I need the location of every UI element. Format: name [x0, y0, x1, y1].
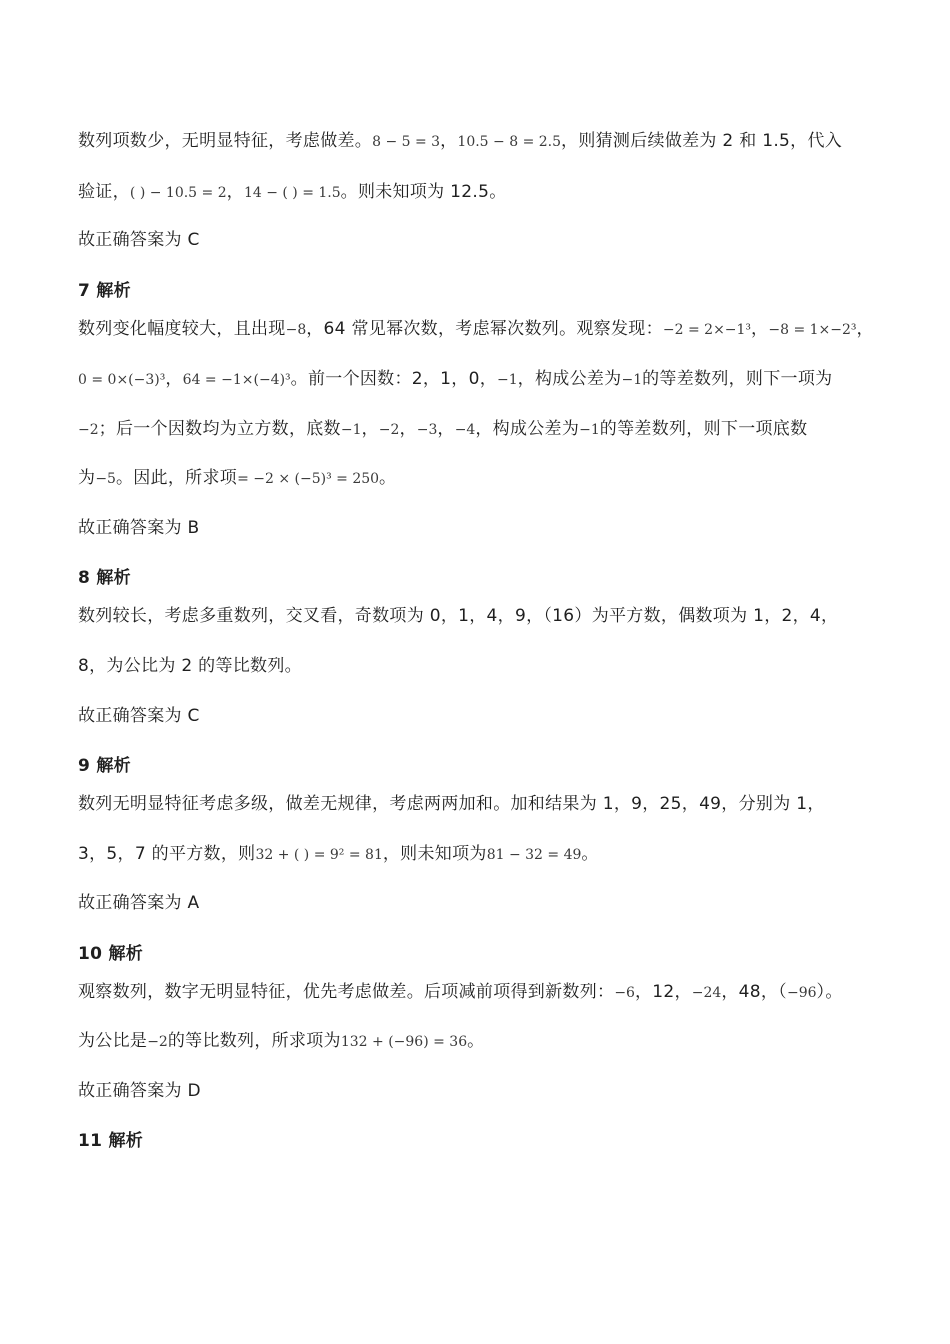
q7-explanation-line-4: [78, 467, 396, 490]
q7-formula: −1: [340, 422, 362, 438]
q6-formula: 8 − 5 = 3: [372, 134, 441, 150]
q9-heading: 9 解析: [78, 756, 131, 776]
q7-text: ，: [361, 419, 379, 439]
q7-formula: −5: [95, 471, 116, 487]
q7-text: 。前一个因数：2，1，0，: [290, 369, 498, 389]
q10-formula: −2: [147, 1034, 168, 1050]
q7-formula: −8: [285, 322, 307, 338]
q7-formula: −4: [454, 422, 476, 438]
q8-heading: 8 解析: [78, 568, 131, 588]
q7-text: 。因此，所求项: [115, 468, 238, 488]
q7-formula: −2: [78, 422, 99, 438]
q10-formula: −24: [691, 985, 722, 1001]
q7-formula: −3: [416, 422, 438, 438]
q10-explanation-line-1: [78, 981, 843, 1004]
q7-answer: 故正确答案为 B: [78, 518, 200, 538]
q6-text: 。则未知项为 12.5。: [340, 182, 507, 202]
q7-formula: 64 = −1×(−4)³: [182, 372, 291, 388]
q7-text: ，: [165, 369, 183, 389]
q7-formula: 0 = 0×(−3)³: [78, 372, 166, 388]
q7-explanation-line-3: [78, 418, 807, 441]
q7-text: ，构成公差为: [475, 419, 580, 439]
q10-text: 的等比数列，所求项为: [167, 1031, 341, 1051]
q6-text: ，: [226, 182, 244, 202]
q9-text: ，则未知项为: [382, 844, 487, 864]
q7-formula: = −2 × (−5)³ = 250: [237, 471, 380, 487]
q10-heading: 10 解析: [78, 944, 144, 964]
q7-formula: −1: [621, 372, 643, 388]
q6-text: 验证，: [78, 182, 130, 202]
q7-formula: −1: [579, 422, 600, 438]
q7-formula: −2 = 2×−1³: [662, 322, 752, 338]
q7-text: 。: [379, 468, 397, 488]
q10-formula: −96: [786, 985, 817, 1001]
q6-text: 数列项数少，无明显特征，考虑做差。: [78, 131, 373, 151]
q6-formula: 10.5 − 8 = 2.5: [457, 134, 562, 150]
q10-text: 观察数列，数字无明显特征，优先考虑做差。后项减前项得到新数列：: [78, 982, 615, 1002]
q8-explanation-line-2: 8，为公比为 2 的等比数列。: [78, 656, 302, 676]
q9-formula: 81 − 32 = 49: [486, 847, 582, 863]
q7-text: ，: [856, 319, 874, 339]
q7-explanation-line-1: [78, 318, 874, 341]
q9-text: 3，5，7 的平方数，则: [78, 844, 256, 864]
q6-explanation-line-2: [78, 181, 507, 204]
q6-formula: 14 − ( ) = 1.5: [243, 185, 341, 201]
q6-formula: ( ) − 10.5 = 2: [129, 185, 227, 201]
q8-answer: 故正确答案为 C: [78, 706, 200, 726]
q10-text: 。: [467, 1031, 485, 1051]
q10-text: ，12，: [634, 982, 692, 1002]
q7-formula: −8 = 1×−2³: [768, 322, 857, 338]
q7-text: 为: [78, 468, 96, 488]
q7-text: 的等差数列，则下一项底数: [599, 419, 808, 439]
q7-text: ，: [437, 419, 455, 439]
q9-explanation-line-2: [78, 843, 599, 866]
q10-formula: 132 + (−96) = 36: [340, 1034, 468, 1050]
q9-answer: 故正确答案为 A: [78, 893, 200, 913]
q6-answer: 故正确答案为 C: [78, 230, 200, 250]
q9-formula: 32 + ( ) = 9² = 81: [255, 847, 383, 863]
q10-explanation-line-2: [78, 1030, 484, 1053]
q7-heading: 7 解析: [78, 281, 131, 301]
q9-text: 。: [581, 844, 599, 864]
q7-text: 的等差数列，则下一项为: [642, 369, 833, 389]
q7-text: ，64 常见幂次数，考虑幂次数列。观察发现：: [306, 319, 663, 339]
q10-text: ，48，（: [721, 982, 787, 1002]
q11-heading: 11 解析: [78, 1131, 144, 1151]
q7-text: ，: [751, 319, 769, 339]
q7-text: ；后一个因数均为立方数，底数: [98, 419, 341, 439]
q8-explanation-line-1: 数列较长，考虑多重数列，交叉看，奇数项为 0，1，4，9，（16）为平方数，偶数项为 1，2，4，: [78, 606, 839, 626]
q7-text: ，: [399, 419, 417, 439]
q10-text: ）。: [816, 982, 843, 1002]
q7-formula: −1: [497, 372, 518, 388]
q6-explanation-line-1: [78, 130, 842, 153]
q7-formula: −2: [378, 422, 400, 438]
q6-text: ，则猜测后续做差为 2 和 1.5，代入: [561, 131, 843, 151]
q7-explanation-line-2: [78, 368, 832, 391]
q6-text: ，: [440, 131, 458, 151]
q7-text: ，构成公差为: [517, 369, 622, 389]
q7-text: 数列变化幅度较大，且出现: [78, 319, 286, 339]
q9-explanation-line-1: 数列无明显特征考虑多级，做差无规律，考虑两两加和。加和结果为 1，9，25，49，分别为 1，: [78, 794, 825, 814]
q10-answer: 故正确答案为 D: [78, 1081, 201, 1101]
q10-formula: −6: [614, 985, 635, 1001]
q10-text: 为公比是: [78, 1031, 148, 1051]
